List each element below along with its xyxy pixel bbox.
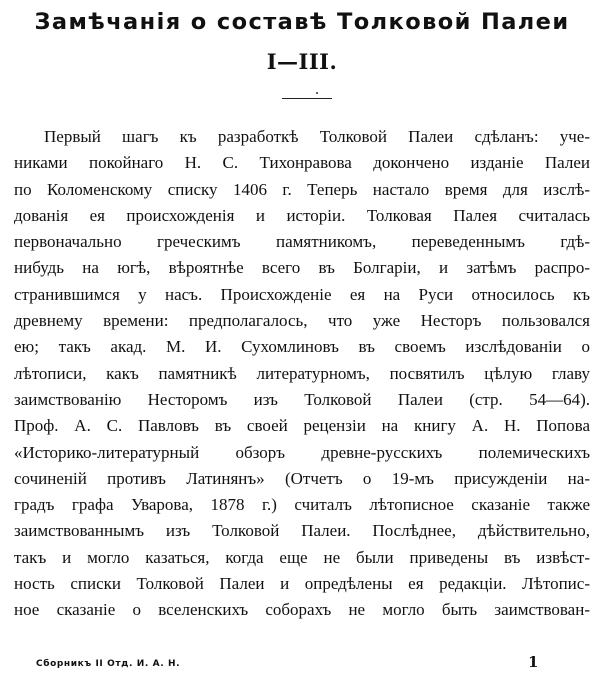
text-line: градъ графа Уварова, 1878 г.) считалъ лѣтописное сказаніе также	[14, 495, 590, 515]
text-line: странившимся у насъ. Происхожденіе ея на Руси относилось къ	[14, 284, 590, 304]
text-line: древнему времени: предполагалось, что уже Несторъ пользовался	[14, 311, 590, 331]
page-number: 1	[528, 653, 539, 671]
text-line: «Историко-литературный обзоръ древне-русскихъ полемическихъ	[14, 442, 590, 462]
body-paragraph	[14, 124, 590, 624]
text-line: первоначально греческимъ памятникомъ, переведеннымъ гдѣ-	[14, 232, 590, 252]
text-line: никами покойнаго Н. С. Тихонравова докончено изданіе Палеи	[14, 153, 590, 173]
text-line: ное сказаніе о вселенскихъ соборахъ не могло быть заимствован-	[14, 600, 590, 620]
text-line: такъ и могло казаться, когда еще не были приведены въ извѣст-	[14, 547, 590, 567]
text-line: по Коломенскому списку 1406 г. Теперь настало время для изслѣ-	[14, 179, 590, 199]
section-numbers: I—III.	[266, 49, 338, 74]
text-line: сочиненій противъ Латинянъ» (Отчетъ о 19-мъ присужденіи на-	[14, 468, 590, 488]
text-line: ею; такъ акад. М. И. Сухомлиновъ въ своемъ изслѣдованіи о	[14, 337, 590, 357]
footer-signature: Сборникъ II Отд. И. А. Н.	[36, 659, 181, 669]
divider-dot	[316, 92, 318, 94]
text-line: заимствованнымъ изъ Толковой Палеи. Послѣднее, дѣйствительно,	[14, 521, 590, 541]
text-line: нибудь на югѣ, вѣроятнѣе всего въ Болгаріи, и затѣмъ распро-	[14, 258, 590, 278]
text-line: ность списки Толковой Палеи и опредѣлены ея редакціи. Лѣтопис-	[14, 574, 590, 594]
text-line: Первый шагъ къ разработкѣ Толковой Палеи сдѣланъ: уче-	[44, 127, 590, 146]
title-divider	[282, 98, 332, 99]
text-line: дованія ея происхожденія и исторіи. Толковая Палея считалась	[14, 205, 590, 225]
text-line: заимствованію Несторомъ изъ Толковой Палеи (стр. 54—64).	[14, 389, 590, 409]
page-title: Замѣчанія о составѣ Толковой Палеи	[34, 9, 570, 35]
text-line: Проф. А. С. Павловъ въ своей рецензіи на книгу А. Н. Попова	[14, 416, 590, 436]
text-line: лѣтописи, какъ памятникѣ литературномъ, посвятилъ цѣлую главу	[14, 363, 590, 383]
